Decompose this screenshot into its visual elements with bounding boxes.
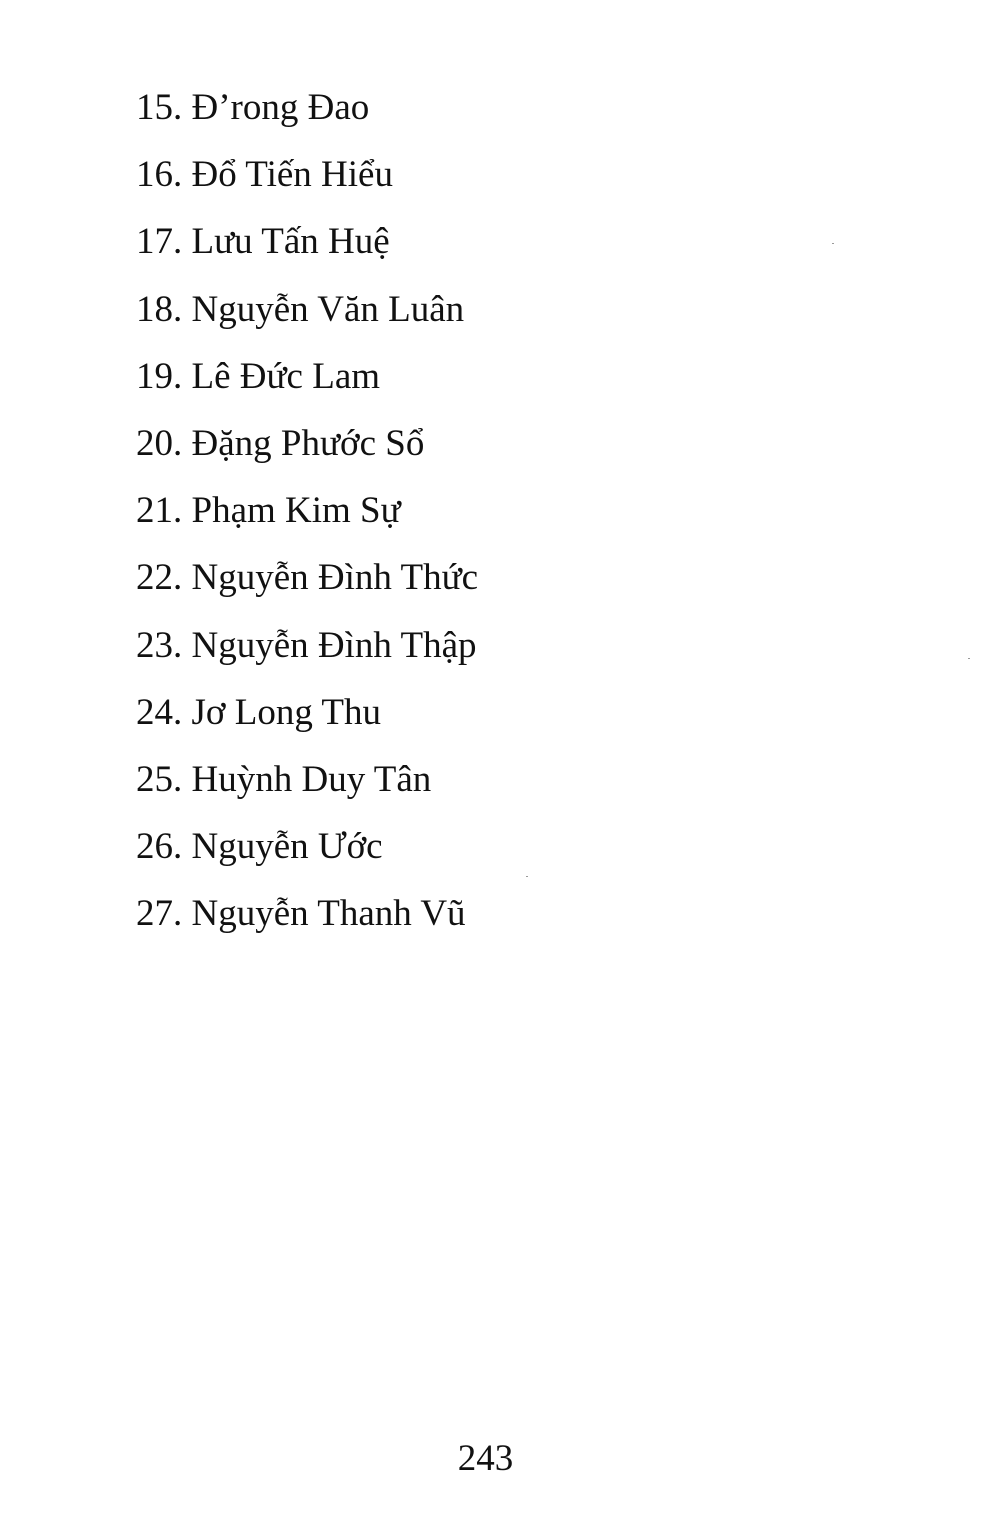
list-item: 26. Nguyễn Ước <box>136 826 383 868</box>
list-item: 15. Đ’rong Đao <box>136 87 370 128</box>
list-item: 20. Đặng Phước Sổ <box>136 422 425 464</box>
name-list <box>136 84 478 957</box>
list-item: 22. Nguyễn Đình Thức <box>136 557 479 599</box>
scan-speck <box>832 243 834 244</box>
scan-speck <box>526 876 528 877</box>
list-item: 23. Nguyễn Đình Thập <box>136 624 477 666</box>
page-number-text: 243 <box>457 1438 514 1479</box>
list-item: 17. Lưu Tấn Huệ <box>136 221 390 263</box>
list-item: 27. Nguyễn Thanh Vũ <box>136 893 466 935</box>
page-number <box>0 1435 1006 1483</box>
list-item: 25. Huỳnh Duy Tân <box>136 758 432 800</box>
list-item: 18. Nguyễn Văn Luân <box>136 288 465 330</box>
list-item: 21. Phạm Kim Sự <box>136 490 401 532</box>
scan-speck <box>968 658 970 659</box>
list-item: 16. Đổ Tiến Hiểu <box>136 154 393 196</box>
list-item: 19. Lê Đức Lam <box>136 355 381 397</box>
list-item: 24. Jơ Long Thu <box>136 691 381 733</box>
